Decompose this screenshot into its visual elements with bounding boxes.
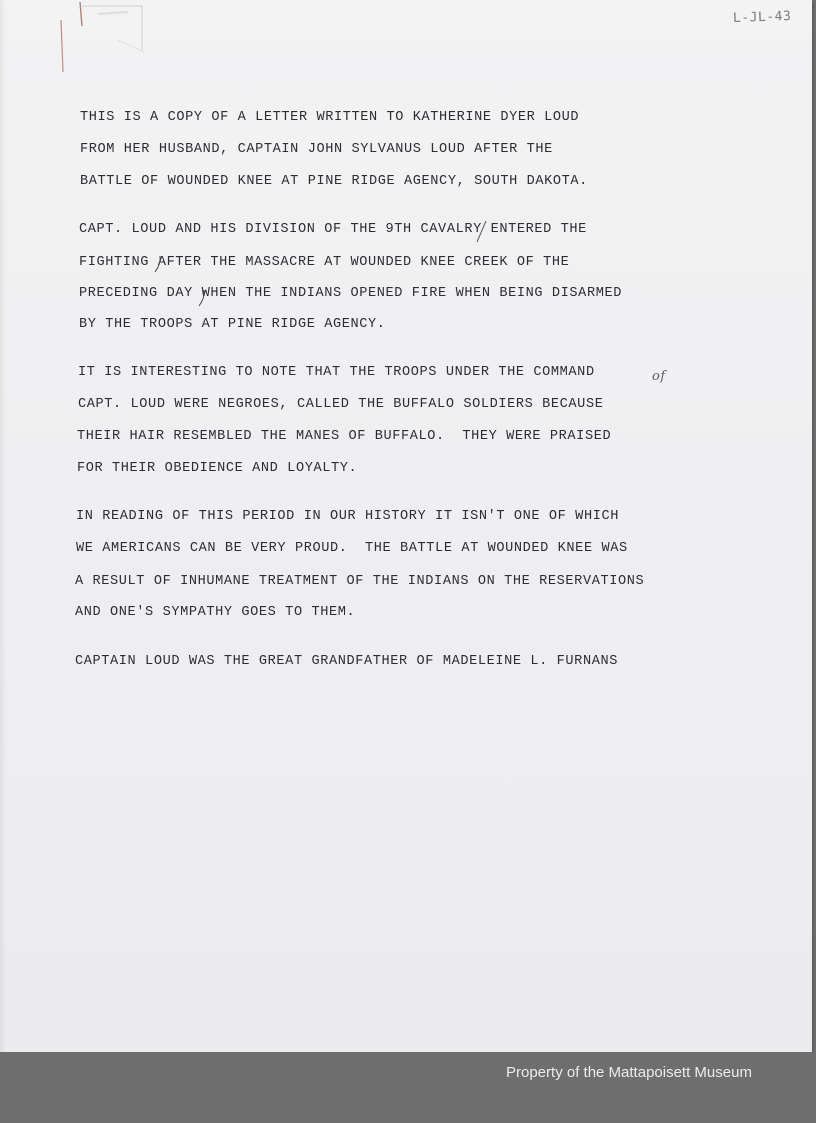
text-line: BATTLE OF WOUNDED KNEE AT PINE RIDGE AGENCY, SOUTH DAKOTA. bbox=[80, 174, 588, 189]
staple-mark-icon bbox=[58, 0, 150, 80]
handwritten-correction-mark bbox=[474, 220, 488, 244]
handwritten-insert: of bbox=[652, 369, 666, 384]
text-line: THIS IS A COPY OF A LETTER WRITTEN TO KATHERINE DYER LOUD bbox=[80, 110, 580, 125]
catalog-number: L-JL-43 bbox=[732, 8, 792, 27]
museum-watermark: Property of the Mattapoisett Museum bbox=[506, 1064, 752, 1081]
text-line: WE AMERICANS CAN BE VERY PROUD. THE BATTLE AT WOUNDED KNEE WAS bbox=[76, 541, 628, 556]
text-line: THEIR HAIR RESEMBLED THE MANES OF BUFFALO. THEY WERE PRAISED bbox=[77, 429, 612, 444]
text-line: PRECEDING DAY WHEN THE INDIANS OPENED FIRE WHEN BEING DISARMED bbox=[79, 286, 622, 301]
footer-band bbox=[0, 1052, 816, 1123]
text-line: IT IS INTERESTING TO NOTE THAT THE TROOPS UNDER THE COMMAND bbox=[78, 365, 595, 380]
text-line: AND ONE'S SYMPATHY GOES TO THEM. bbox=[75, 605, 356, 620]
handwritten-comma-mark bbox=[198, 288, 206, 308]
text-line: FIGHTING AFTER THE MASSACRE AT WOUNDED KNEE CREEK OF THE bbox=[79, 255, 570, 270]
paper-edge-shade bbox=[0, 0, 6, 1052]
text-line: IN READING OF THIS PERIOD IN OUR HISTORY IT ISN'T ONE OF WHICH bbox=[76, 509, 619, 524]
text-line: FROM HER HUSBAND, CAPTAIN JOHN SYLVANUS LOUD AFTER THE bbox=[80, 142, 553, 157]
text-line: FOR THEIR OBEDIENCE AND LOYALTY. bbox=[77, 461, 358, 476]
text-line: A RESULT OF INHUMANE TREATMENT OF THE INDIANS ON THE RESERVATIONS bbox=[75, 574, 645, 589]
text-line: CAPT. LOUD AND HIS DIVISION OF THE 9TH CAVALRY ENTERED THE bbox=[79, 222, 587, 237]
text-line: CAPT. LOUD WERE NEGROES, CALLED THE BUFFALO SOLDIERS BECAUSE bbox=[78, 397, 604, 412]
text-line: BY THE TROOPS AT PINE RIDGE AGENCY. bbox=[79, 317, 386, 332]
text-line: CAPTAIN LOUD WAS THE GREAT GRANDFATHER OF MADELEINE L. FURNANS bbox=[75, 654, 618, 669]
handwritten-comma-mark bbox=[154, 254, 162, 274]
